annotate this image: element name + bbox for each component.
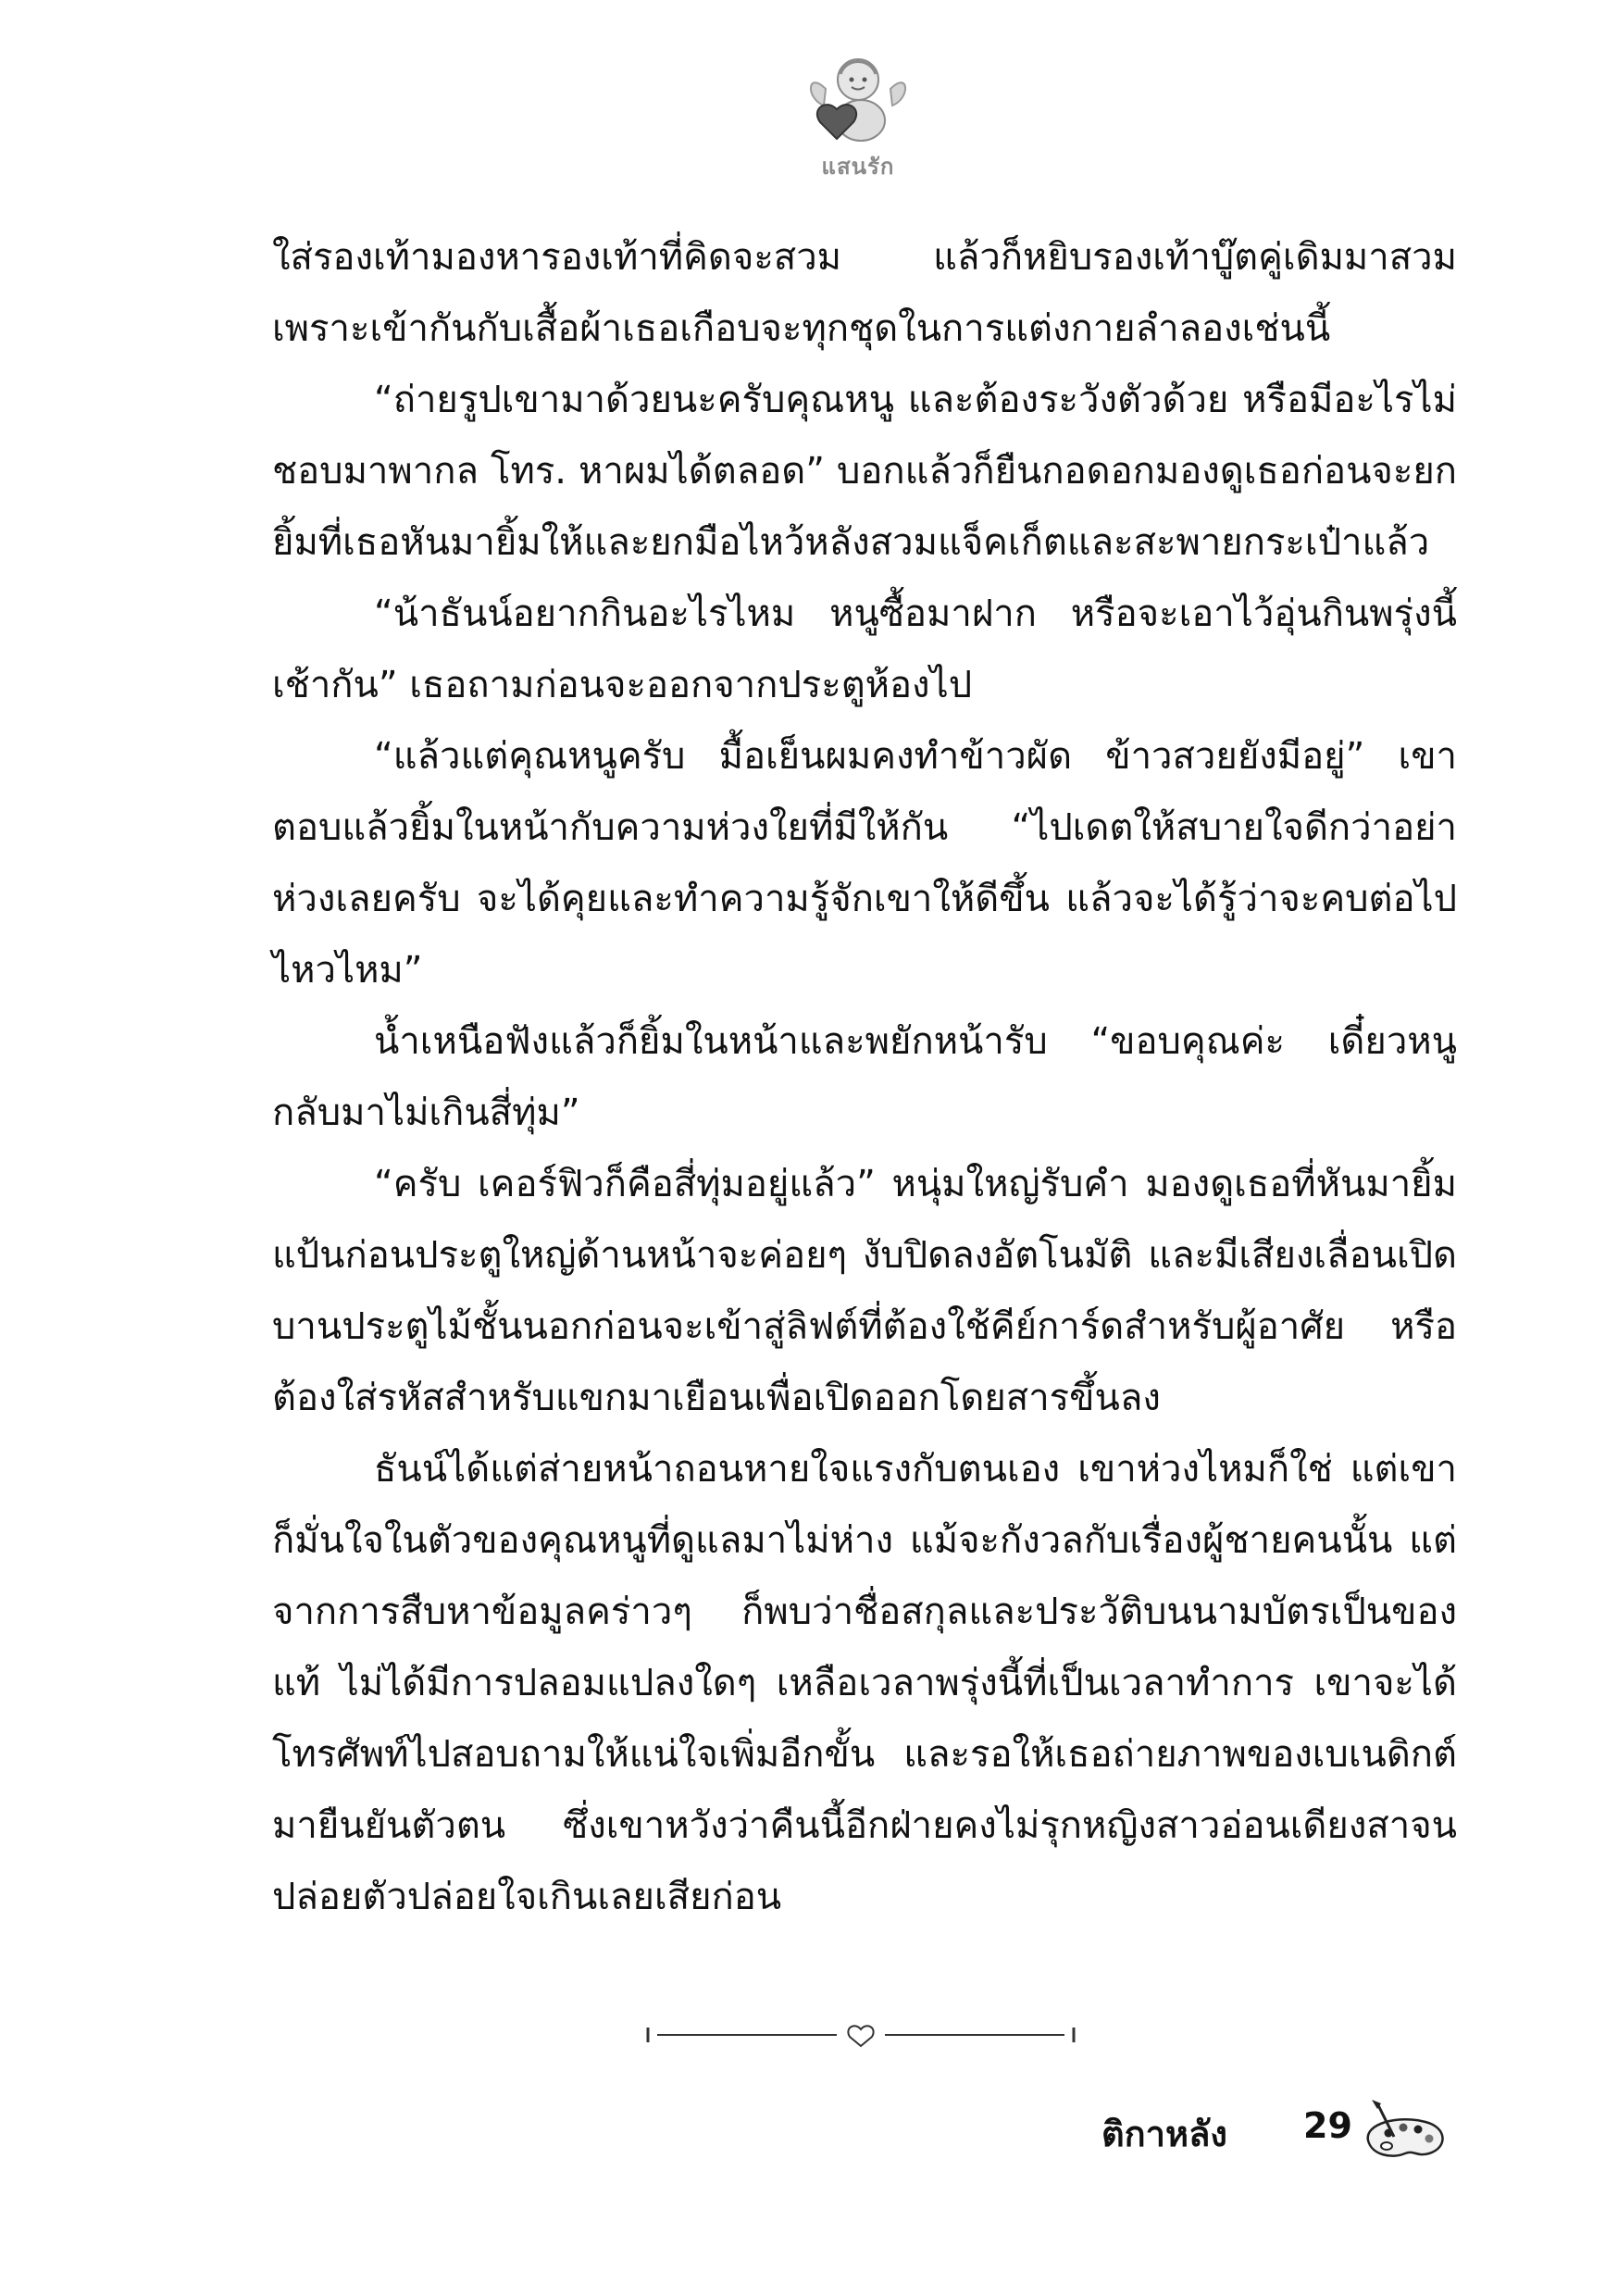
paragraph: ใส่รองเท้ามองหารองเท้าที่คิดจะสวม แล้วก็หยิบรองเท้าบู๊ตคู่เดิมมาสวม เพราะเข้ากันกับเสื้อผ้าเธอเกือบจะทุกชุดในการแต่งกายลำลองเช่นนี้ [272, 236, 1457, 350]
publisher-logo [798, 52, 918, 181]
page-footer [1101, 2100, 1472, 2174]
cupid-heart-icon [798, 52, 918, 154]
section-divider [639, 2018, 1083, 2052]
page-number: 29 [1303, 2105, 1352, 2146]
book-title: ติกาหลัง [1101, 2114, 1227, 2154]
paint-palette-icon [1361, 2100, 1450, 2165]
heart-ornament-icon [639, 2018, 1083, 2052]
paragraph: ธันน์ได้แต่ส่ายหน้าถอนหายใจแรงกับตนเอง เขาห่วงไหมก็ใช่ แต่เขาก็มั่นใจในตัวของคุณหนูที่ดูแลมาไม่ห่าง แม้จะกังวลกับเรื่องผู้ชายคนนั้น แต่จากการสืบหาข้อมูลคร่าวๆ ก็พบว่าชื่อสกุลและประวัติบนนามบัตรเป็นของแท้ ไม่ได้มีการปลอมแปลงใดๆ เหลือเวลาพรุ่งนี้ที่เป็นเวลาทำการ เขาจะได้โทรศัพท์ไปสอบถามให้แน่ใจเพิ่มอีกขั้น และรอให้เธอถ่ายภาพของเบเนดิกต์มายืนยันตัวตน ซึ่งเขาหวังว่าคืนนี้อีกฝ่ายคงไม่รุกหญิงสาวอ่อนเดียงสาจนปล่อยตัวปล่อยใจเกินเลยเสียก่อน [272, 1448, 1457, 1918]
logo-wordmark: แสนรัก [821, 154, 895, 180]
paragraph: “ถ่ายรูปเขามาด้วยนะครับคุณหนู และต้องระวังตัวด้วย หรือมีอะไรไม่ชอบมาพากล โทร. หาผมได้ตลอด” บอกแล้วก็ยืนกอดอกมองดูเธอก่อนจะยกยิ้มที่เธอหันมายิ้มให้และยกมือไหว้หลังสวมแจ็คเก็ตและสะพายกระเป๋าแล้ว [272, 379, 1457, 564]
paragraph: “แล้วแต่คุณหนูครับ มื้อเย็นผมคงทำข้าวผัด ข้าวสวยยังมีอยู่” เขาตอบแล้วยิ้มในหน้ากับความห่วงใยที่มีให้กัน “ไปเดตให้สบายใจดีกว่าอย่าห่วงเลยครับ จะได้คุยและทำความรู้จักเขาให้ดีขึ้น แล้วจะได้รู้ว่าจะคบต่อไปไหวไหม” [272, 735, 1457, 992]
paragraph: “น้าธันน์อยากกินอะไรไหม หนูซื้อมาฝาก หรือจะเอาไว้อุ่นกินพรุ่งนี้เช้ากัน” เธอถามก่อนจะออกจากประตูห้องไป [272, 593, 1457, 706]
paragraph: น้ำเหนือฟังแล้วก็ยิ้มในหน้าและพยักหน้ารับ “ขอบคุณค่ะ เดี๋ยวหนูกลับมาไม่เกินสี่ทุ่ม” [272, 1020, 1457, 1134]
paragraph: “ครับ เคอร์ฟิวก็คือสี่ทุ่มอยู่แล้ว” หนุ่มใหญ่รับคำ มองดูเธอที่หันมายิ้มแป้นก่อนประตูใหญ่ด้านหน้าจะค่อยๆ งับปิดลงอัตโนมัติ และมีเสียงเลื่อนเปิดบานประตูไม้ชั้นนอกก่อนจะเข้าสู่ลิฟต์ที่ต้องใช้คีย์การ์ดสำหรับผู้อาศัย หรือต้องใส่รหัสสำหรับแขกมาเยือนเพื่อเปิดออกโดยสารขึ้นลง [272, 1163, 1457, 1419]
chapter-body [272, 222, 1457, 1933]
